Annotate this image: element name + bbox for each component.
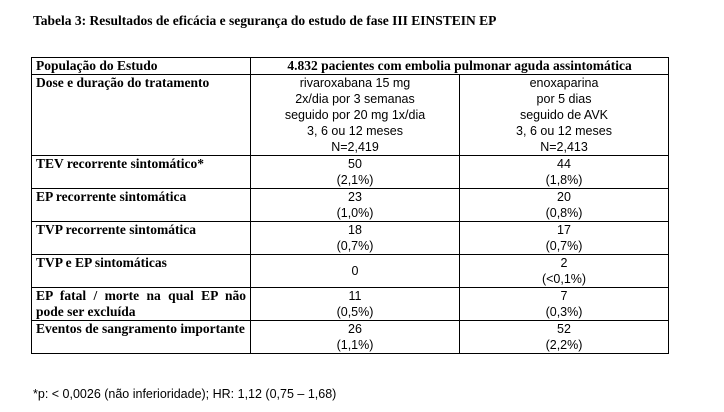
rivaroxaban-cell [251,255,460,288]
results-table [31,57,669,354]
enoxaparin-cell [460,222,669,255]
event-percent: (0,7%) [336,239,374,253]
table-row [32,321,669,354]
rivaroxaban-cell [251,222,460,255]
event-count: 23 [348,190,362,204]
table-row [32,156,669,189]
enoxaparin-dose-line: enoxaparina [529,76,599,90]
event-percent: (1,1%) [336,338,374,352]
enoxaparin-dose-line: 3, 6 ou 12 meses [516,124,612,138]
event-count: 26 [348,322,362,336]
outcome-label: Eventos de sangramento importante [32,321,251,354]
rivaroxaban-cell [251,189,460,222]
rivaroxaban-dose-line: rivaroxabana 15 mg [299,76,411,90]
outcome-label [32,255,251,288]
population-value: 4.832 pacientes com embolia pulmonar aguda assintomática [251,58,669,75]
table-caption: Tabela 3: Resultados de eficácia e segurança do estudo de fase III EINSTEIN EP [33,13,497,28]
outcome-label: EP recorrente sintomática [32,189,251,222]
event-percent: (2,1%) [336,173,374,187]
event-count: 7 [560,289,568,303]
event-count: 11 [348,289,362,303]
event-count: 0 [351,264,359,278]
rivaroxaban-dose-cell [251,75,460,156]
enoxaparin-cell [460,321,669,354]
outcome-label-text: TVP e EP sintomáticas [36,255,167,270]
event-percent: (0,5%) [336,305,374,319]
rivaroxaban-cell [251,156,460,189]
event-count: 17 [557,223,571,237]
rivaroxaban-dose-line: 3, 6 ou 12 meses [307,124,403,138]
event-percent: (1,8%) [545,173,583,187]
rivaroxaban-cell [251,288,460,321]
enoxaparin-dose-line: por 5 dias [536,92,592,106]
enoxaparin-cell [460,255,669,288]
enoxaparin-cell [460,156,669,189]
table-row [32,255,669,288]
event-count: 2 [560,256,568,270]
event-percent: (0,8%) [545,206,583,220]
outcome-label: TEV recorrente sintomático* [32,156,251,189]
enoxaparin-n: N=2,413 [540,140,588,154]
event-percent: (2,2%) [545,338,583,352]
event-count: 50 [348,157,362,171]
event-count: 18 [348,223,362,237]
dose-label: Dose e duração do tratamento [32,75,251,156]
rivaroxaban-cell [251,321,460,354]
enoxaparin-dose-cell [460,75,669,156]
outcome-label: TVP recorrente sintomática [32,222,251,255]
table-footnote: *p: < 0,0026 (não inferioridade); HR: 1,12 (0,75 – 1,68) [33,387,337,401]
enoxaparin-cell [460,189,669,222]
enoxaparin-dose-line: seguido de AVK [519,108,609,122]
event-percent: (0,3%) [545,305,583,319]
rivaroxaban-dose-line: 2x/dia por 3 semanas [295,92,415,106]
row-spacer [36,271,246,287]
population-label: População do Estudo [32,58,251,75]
event-percent: (0,7%) [545,239,583,253]
event-count: 44 [557,157,571,171]
table-row [32,222,669,255]
event-percent: (1,0%) [336,206,374,220]
table-header-row [32,58,669,75]
outcome-label: EP fatal / morte na qual EP não pode ser excluída [32,288,251,321]
dose-row [32,75,669,156]
table-row [32,288,669,321]
enoxaparin-cell [460,288,669,321]
event-percent: (<0,1%) [541,272,587,286]
event-count: 52 [557,322,571,336]
rivaroxaban-dose-line: seguido por 20 mg 1x/dia [284,108,426,122]
event-count: 20 [557,190,571,204]
table-row [32,189,669,222]
rivaroxaban-n: N=2,419 [331,140,379,154]
